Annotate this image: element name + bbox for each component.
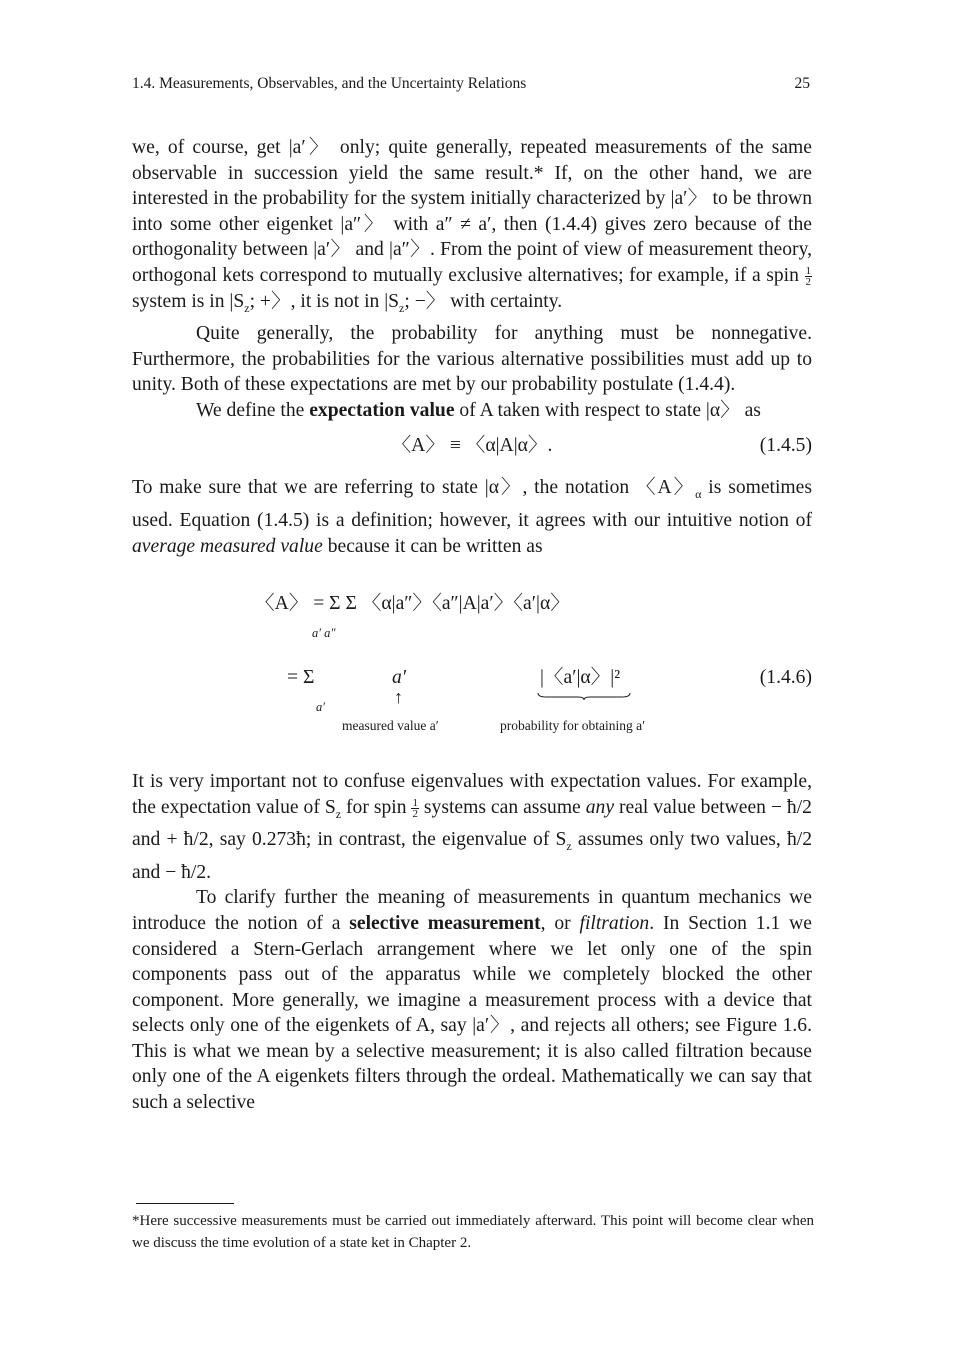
measured-value: a′ (392, 667, 407, 689)
equation-1-4-6 (132, 565, 812, 765)
equation-number: (1.4.5) (759, 435, 812, 457)
fraction-one-half: $\frac{1}{2}$ (805, 264, 811, 288)
underbrace (536, 691, 632, 701)
paragraph-5: It is very important not to confuse eigenvalues with expectation values. For example, the expectation value of $S_z$ for spin $\frac{1}{2}$ systems can assume any real value between − ħ/2 and + ħ/2, say 0.273ħ; in contrast, the eigenvalue of $S_z$ assumes only two values, ħ/2 and − ħ/2. (132, 771, 813, 883)
probability-term: |〈a′|α〉|² (540, 667, 621, 689)
equation-line-1: 〈A〉 = Σ Σ 〈α|a″〉〈a″|A|a′〉〈a′|α〉 (255, 593, 570, 615)
footnote-rule (136, 1203, 234, 1204)
up-arrow: ↑ (394, 687, 403, 708)
page-body (132, 135, 812, 1116)
fraction-one-half: $\frac{1}{2}$ (412, 796, 418, 820)
paragraph-1: we, of course, get |a′〉 only; quite generally, repeated measurements of the same observable in succession yield the same result.* If, on the other hand, we are interested in the probability for the system initially characterized by |a′〉 to be thrown into some other eigenket |a″〉 with a″ ≠ a′, then (1.4.4) gives zero because of the orthogonality between |a′〉 and |a″〉. From the point of view of measurement theory, orthogonal kets correspond to mutually exclusive alternatives; for example, if a spin $\frac{1}{2}$ system is in $|S_z$; +〉, it is not in $|S_z$; −〉 with certainty. (132, 137, 812, 315)
measured-value-caption: measured value a′ (342, 718, 439, 734)
paragraph-2: Quite generally, the probability for anything must be nonnegative. Furthermore, the probabilities for the various alternative possibilities must add up to unity. Both of these expectations are met by our probability postulate (1.4.4). (132, 323, 812, 396)
sum-index: a′ (316, 700, 325, 715)
footnote: *Here successive measurements must be carried out immediately afterward. This point will become clear when we discuss the time evolution of a state ket in Chapter 2. (132, 1213, 814, 1251)
sum-indices: a′ a″ (312, 626, 336, 641)
equation-expression: 〈A〉 ≡ 〈α|A|α〉. (391, 435, 553, 457)
running-head: 1.4. Measurements, Observables, and the Uncertainty Relations (132, 75, 527, 92)
paragraph-4: To make sure that we are referring to state |α〉, the notation 〈A〉$_\alpha$ is sometimes used. Equation (1.4.5) is a definition; however, it agrees with our intuitive notion of average measured value because it can be written as (132, 477, 812, 557)
page-number: 25 (794, 75, 810, 92)
paragraph-3: We define the expectation value of A taken with respect to state |α〉 as (196, 399, 761, 421)
equation-1-4-5 (132, 423, 812, 469)
paragraph-6: To clarify further the meaning of measurements in quantum mechanics we introduce the notion of a selective measurement, or filtration. In Section 1.1 we considered a Stern-Gerlach arrangement where we let only one of the spin components pass out of the apparatus while we completely blocked the other component. More generally, we imagine a measurement process with a device that selects only one of the eigenkets of A, say |a′〉, and rejects all others; see Figure 1.6. This is what we mean by a selective measurement; it is also called filtration because only one of the A eigenkets filters through the ordeal. Mathematically we can say that such a selective (132, 887, 812, 1114)
probability-caption: probability for obtaining a′ (500, 718, 646, 734)
equation-number: (1.4.6) (759, 667, 812, 689)
equation-line-2-sum: = Σ (287, 667, 315, 689)
